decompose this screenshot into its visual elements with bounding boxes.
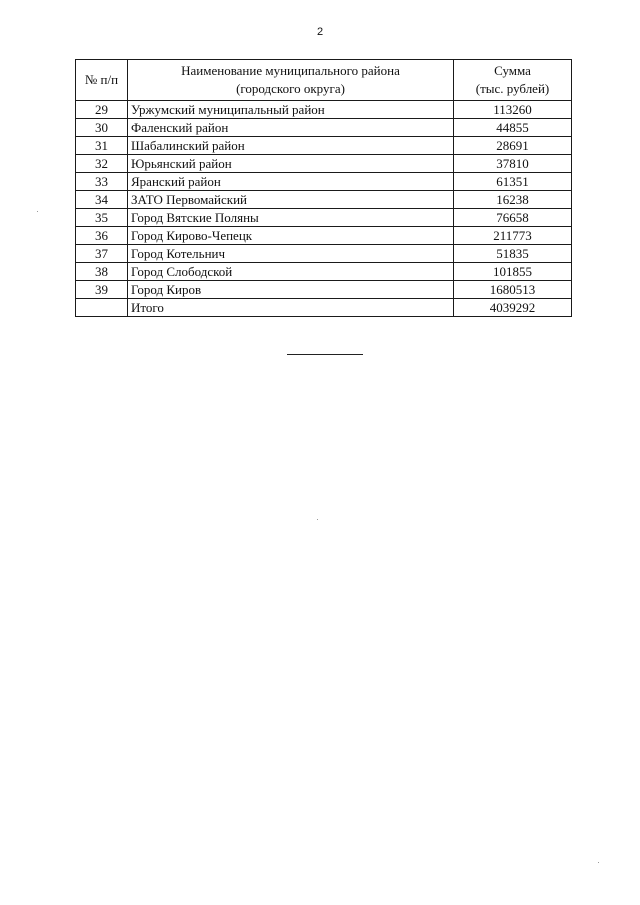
table-row — [76, 209, 572, 227]
row-sum: 113260 — [454, 101, 572, 119]
table-row — [76, 119, 572, 137]
table-row — [76, 227, 572, 245]
header-district-name-line2: (городского округа) — [236, 81, 345, 96]
table-row — [76, 155, 572, 173]
row-number: 33 — [76, 173, 128, 191]
total-number — [76, 299, 128, 317]
row-number: 29 — [76, 101, 128, 119]
row-district-name: Город Вятские Поляны — [128, 209, 454, 227]
total-label: Итого — [128, 299, 454, 317]
row-number: 34 — [76, 191, 128, 209]
table-row — [76, 281, 572, 299]
row-number: 31 — [76, 137, 128, 155]
table-row — [76, 101, 572, 119]
table-row — [76, 245, 572, 263]
header-district-name-line1: Наименование муниципального района — [181, 63, 400, 78]
row-sum: 1680513 — [454, 281, 572, 299]
header-sum-line2: (тыс. рублей) — [475, 81, 550, 96]
total-sum: 4039292 — [454, 299, 572, 317]
row-district-name: Юрьянский район — [128, 155, 454, 173]
header-sum-line1: Сумма — [494, 63, 531, 78]
header-sum — [454, 60, 572, 101]
row-number: 35 — [76, 209, 128, 227]
table-row — [76, 263, 572, 281]
header-number: № п/п — [76, 60, 128, 101]
row-district-name: Город Слободской — [128, 263, 454, 281]
table-body — [76, 101, 572, 317]
row-number: 32 — [76, 155, 128, 173]
row-district-name: Шабалинский район — [128, 137, 454, 155]
row-sum: 44855 — [454, 119, 572, 137]
end-of-document-rule — [287, 354, 363, 355]
scan-speck — [37, 211, 38, 212]
row-district-name: ЗАТО Первомайский — [128, 191, 454, 209]
row-district-name: Город Кирово-Чепецк — [128, 227, 454, 245]
row-sum: 37810 — [454, 155, 572, 173]
row-sum: 211773 — [454, 227, 572, 245]
scan-speck — [598, 862, 599, 863]
row-number: 37 — [76, 245, 128, 263]
header-district-name — [128, 60, 454, 101]
row-number: 39 — [76, 281, 128, 299]
row-sum: 28691 — [454, 137, 572, 155]
row-number: 38 — [76, 263, 128, 281]
row-district-name: Уржумский муниципальный район — [128, 101, 454, 119]
table-header-row — [76, 60, 572, 101]
row-sum: 61351 — [454, 173, 572, 191]
row-number: 36 — [76, 227, 128, 245]
row-district-name: Фаленский район — [128, 119, 454, 137]
scan-speck — [317, 519, 318, 520]
row-district-name: Город Котельнич — [128, 245, 454, 263]
total-row — [76, 299, 572, 317]
row-number: 30 — [76, 119, 128, 137]
table-row — [76, 191, 572, 209]
page-number: 2 — [316, 26, 324, 38]
budget-allocation-table — [75, 59, 572, 317]
row-district-name: Город Киров — [128, 281, 454, 299]
row-sum: 76658 — [454, 209, 572, 227]
row-sum: 101855 — [454, 263, 572, 281]
row-district-name: Яранский район — [128, 173, 454, 191]
table-row — [76, 173, 572, 191]
table-row — [76, 137, 572, 155]
row-sum: 51835 — [454, 245, 572, 263]
row-sum: 16238 — [454, 191, 572, 209]
